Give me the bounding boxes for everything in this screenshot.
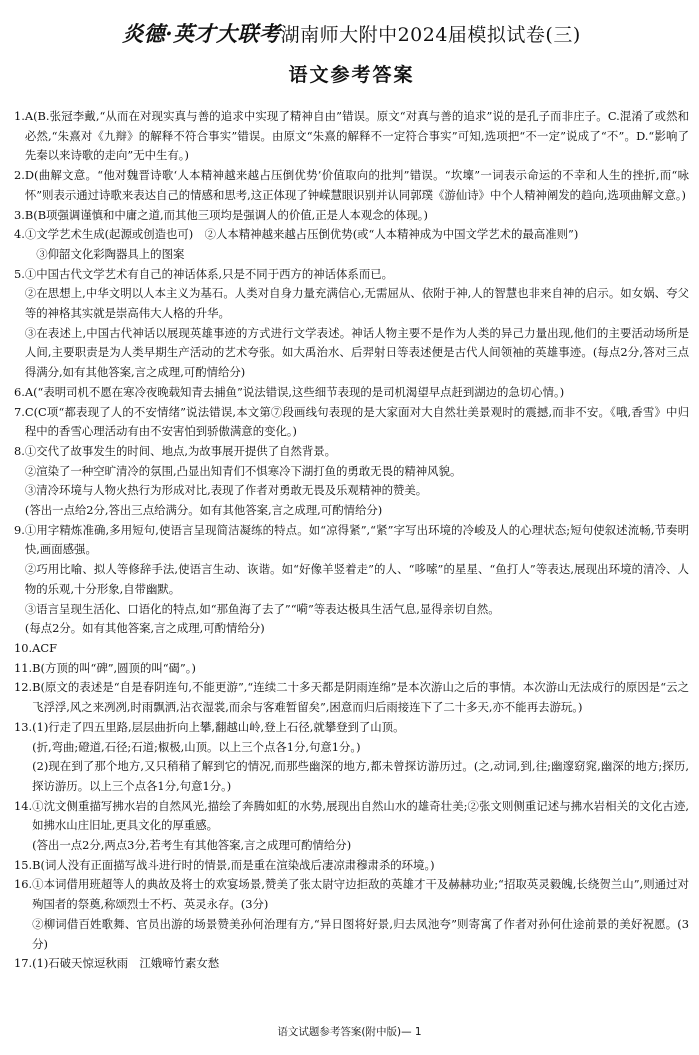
answer-body: [25, 442, 689, 521]
answer-number: 6.: [14, 384, 25, 399]
answer-line: ②在思想上,中华文明以人本主义为基石。人类对自身力量充满信心,无需屈从、依附于神,人的智慧也非来自神的启示。如女娲、夸父等的神格其实就是崇高伟大人格的升华。: [24, 286, 689, 321]
answer-body: [25, 403, 689, 442]
answer-item: [14, 659, 689, 679]
answer-number: 16.: [14, 877, 33, 892]
answer-item: [14, 107, 689, 166]
answer-line: ①交代了故事发生的时间、地点,为故事展开提供了自然背景。: [24, 443, 337, 458]
answer-line: ①用字精炼准确,多用短句,使语言呈现简洁凝练的特点。如“凉得紧”,“紧”字写出环境的冷峻及人的心理状态;短句使叙述流畅,节奏明快,画面感强。: [24, 522, 689, 557]
answer-line: (1)石破天惊逗秋雨 江娥啼竹素女愁: [32, 956, 220, 971]
answer-body: [32, 639, 689, 659]
document-subtitle: 语文参考答案: [288, 64, 415, 86]
answer-item: [14, 797, 689, 856]
exam-title: 湖南师大附中2024届模拟试卷(三): [280, 24, 581, 46]
answer-line: C(C项“都表现了人的不安情绪”说法错误,本文第⑦段画线句表现的是大家面对大自然壮美景观时的震撼,而非不安。《哦,香雪》中归程中的香雪心理活动有由不安害怕到骄傲满意的变化。): [24, 404, 689, 439]
answer-item: [14, 639, 689, 659]
answer-line: ①沈文侧重描写拂水岩的自然风光,描绘了奔腾如虹的水势,展现出自然山水的雄奇壮美;②张文则侧重记述与拂水岩相关的文化古迹,如拂水山庄旧址,更具文化的厚重感。: [32, 798, 689, 833]
answer-line: ③仰韶文化彩陶器具上的图案: [24, 246, 185, 261]
answer-number: 2.: [14, 168, 25, 183]
answer-number: 3.: [14, 207, 25, 222]
answer-item: [14, 678, 689, 717]
answer-line: ③语言呈现生活化、口语化的特点,如“那鱼海了去了”“嗬”等表达极具生活气息,显得亲切自然。: [24, 601, 500, 616]
answer-line: ①中国古代文学艺术有自己的神话体系,只是不同于西方的神话体系而已。: [24, 266, 393, 281]
answer-line: (答出一点2分,两点3分,若考生有其他答案,言之成理可酌情给分): [32, 838, 352, 853]
answer-number: 4.: [14, 227, 25, 242]
answer-body: [32, 718, 689, 797]
answer-item: [14, 521, 689, 639]
answer-number: 1.: [14, 109, 25, 123]
answer-number: 14.: [14, 798, 33, 813]
answer-body: [32, 678, 689, 717]
exam-brand: 炎德·英才大联考: [122, 21, 281, 46]
answer-list: [14, 107, 689, 974]
answer-body: [25, 225, 689, 264]
answer-number: 15.: [14, 857, 33, 872]
answer-number: 9.: [14, 522, 25, 537]
answer-body: [25, 107, 689, 166]
answer-item: [14, 442, 689, 521]
answer-number: 5.: [14, 266, 25, 281]
answer-body: [25, 166, 689, 205]
answer-body: [32, 856, 689, 876]
answer-number: 8.: [14, 443, 25, 458]
answer-line: ①文学艺术生成(起源或创造也可) ②人本精神越来越占压倒优势(或“人本精神成为中国文学艺术的最高准则”): [24, 227, 579, 242]
answer-line: (折,弯曲;磴道,石径;石道;椒极,山顶。以上三个点各1分,句意1分。): [32, 739, 361, 754]
page-footer: 语文试题参考答案(附中版)— 1: [277, 1026, 422, 1038]
answer-line: ②巧用比喻、拟人等修辞手法,使语言生动、诙谐。如“好像羊竖着走”的人、“哆嗦”的星星、“鱼打人”等表达,展现出环境的清冷、人物的乐观,十分形象,自带幽默。: [24, 562, 689, 596]
answer-body: [32, 875, 689, 954]
answer-line: ①本词借用班超等人的典故及将士的欢宴场景,赞美了张太尉守边拒敌的英雄才干及赫赫功业;“招取英灵毅魄,长绕贺兰山”,则通过对殉国者的祭奠,称颂烈士不朽、英灵永存。(3分): [32, 877, 689, 912]
answer-line: (1)行走了四五里路,层层曲折向上攀,翻越山岭,登上石径,就攀登到了山顶。: [32, 719, 405, 734]
answer-line: ③清冷环境与人物火热行为形成对比,表现了作者对勇敢无畏及乐观精神的赞美。: [24, 483, 428, 498]
answer-line: (2)现在到了那个地方,又只稍稍了解到它的情况,而那些幽深的地方,都未曾探访游历过。(之,动词,到,往;幽邃窈窕,幽深的地方;探历,探访游历。以上三个点各1分,句意1分。): [32, 759, 689, 793]
answer-body: [25, 206, 689, 226]
answer-body: [25, 265, 689, 383]
answer-line: A(“表明司机不愿在寒冷夜晚载知青去捕鱼”说法错误,这些细节表现的是司机渴望早点赶到湖边的急切心情。): [24, 384, 565, 399]
answer-number: 11.: [14, 660, 33, 675]
answer-line: B(原文的表述是“自是春阴连句,不能更游”,“连续二十多天都是阴雨连绵”是本次游山之后的事情。本次游山无法成行的原因是“云之飞浮浮,风之来冽冽,时雨飘洒,沾衣湿裳,而余与客难暂留矣”,困意而归后雨接连下了二十多天,亦不能再去游玩。): [32, 680, 689, 715]
answer-line: (答出一点给2分,答出三点给满分。如有其他答案,言之成理,可酌情给分): [24, 503, 383, 518]
document-header: [14, 18, 689, 87]
answer-body: [32, 797, 689, 856]
answer-number: 10.: [14, 640, 33, 655]
answer-body: [32, 954, 689, 974]
answer-body: [25, 383, 689, 403]
answer-number: 7.: [14, 404, 25, 419]
answer-line: B(方顶的叫“碑”,圆顶的叫“碣”。): [32, 660, 196, 675]
answer-item: [14, 856, 689, 876]
document-title: [14, 18, 689, 48]
answer-body: [32, 659, 689, 679]
answer-item: [14, 954, 689, 974]
answer-body: [25, 521, 689, 639]
answer-item: [14, 225, 689, 264]
answer-line: ③在表述上,中国古代神话以展现英雄事迹的方式进行文学表述。神话人物主要不是作为人类的异己力量出现,他们的主要活动场所是人间,主要职责是为人类早期生产活动的艺术夸张。如大禹治水、后羿射日等表述便是古代人间领袖的英雄事迹。(每点2分,答对三点得满分,如有其他答案,言之成理,可酌情给分): [24, 325, 689, 380]
answer-item: [14, 265, 689, 383]
answer-line: ②柳词借百姓歌舞、官员出游的场景赞美孙何治理有方,“异日图将好景,归去凤池夸”则寄寓了作者对孙何仕途前景的美好祝愿。(3分): [32, 916, 689, 951]
answer-line: B(词人没有正面描写战斗进行时的情景,而是重在渲染战后凄凉肃穆肃杀的环境。): [32, 857, 435, 872]
answer-item: [14, 166, 689, 205]
answer-line: (每点2分。如有其他答案,言之成理,可酌情给分): [24, 621, 265, 636]
answer-line: B(B项强调谨慎和中庸之道,而其他三项均是强调人的价值,正是人本观念的体现。): [24, 207, 428, 222]
answer-number: 17.: [14, 956, 33, 971]
answer-line: ②渲染了一种空旷清冷的氛围,凸显出知青们不惧寒冷下湖打鱼的勇敢无畏的精神风貌。: [24, 463, 462, 478]
answer-item: [14, 206, 689, 226]
answer-item: [14, 403, 689, 442]
answer-item: [14, 718, 689, 797]
answer-number: 12.: [14, 680, 33, 695]
answer-line: D(曲解文意。“他对魏晋诗歌‘人本精神越来越占压倒优势’价值取向的批判”错误。“坎壈”一词表示命运的不幸和人生的挫折,而“咏怀”则表示通过诗歌来表达自己的情感和思考,这正体现了钟嵘慧眼识别并认同郭璞《游仙诗》中个人精神阐发的趋向,选项曲解文意。): [24, 168, 689, 202]
answer-line: ACF: [32, 640, 57, 655]
answer-number: 13.: [14, 719, 33, 734]
answer-item: [14, 875, 689, 954]
answer-line: A(B.张冠李戴,“从而在对现实真与善的追求中实现了精神自由”错误。原文“对真与善的追求”说的是孔子而非庄子。C.混淆了或然和必然,“朱熹对《九辩》的解释不符合事实”错误。由原文“朱熹的解释不一定符合事实”可知,选项把“不一定”说成了“不”。D.“影响了先秦以来诗歌的走向”无中生有。): [24, 109, 689, 163]
answer-item: [14, 383, 689, 403]
